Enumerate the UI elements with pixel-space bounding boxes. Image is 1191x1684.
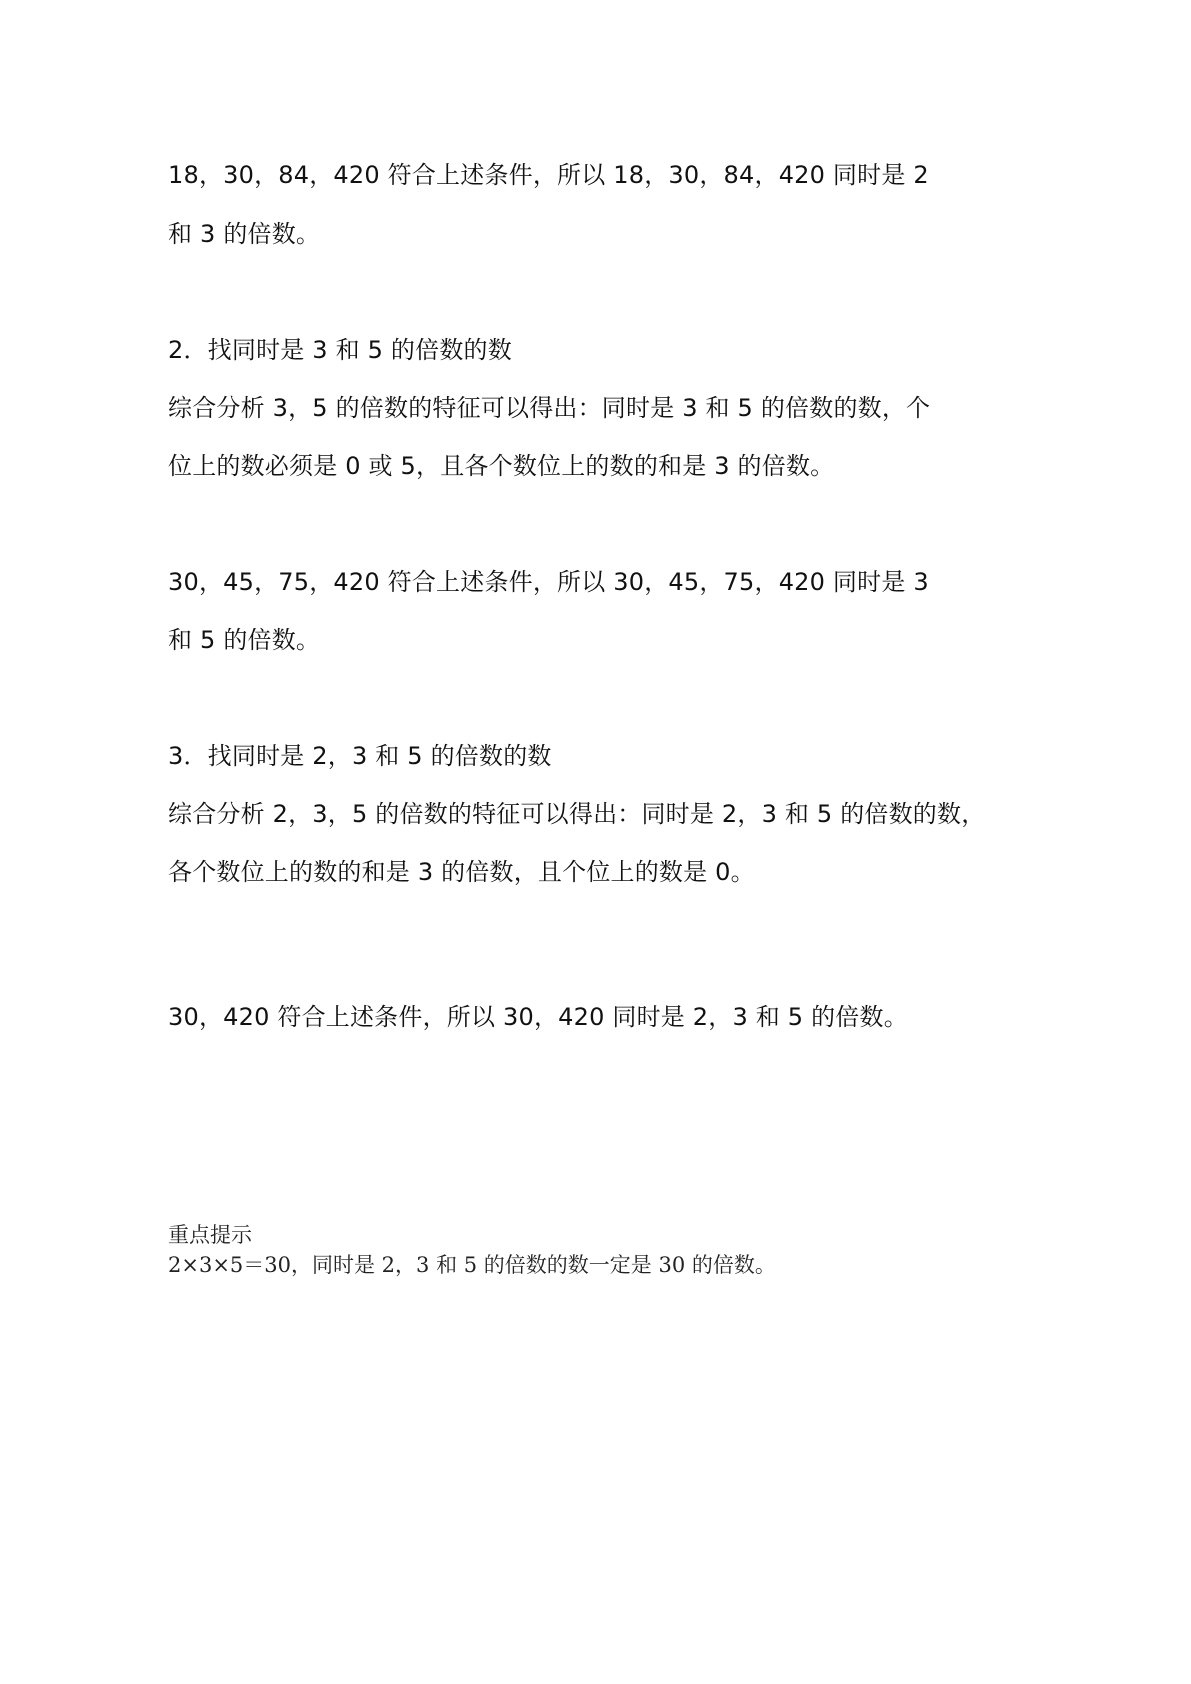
paragraph-line: 和 5 的倍数。 bbox=[168, 626, 321, 654]
section-heading: 3．找同时是 2，3 和 5 的倍数的数 bbox=[168, 742, 552, 770]
paragraph-line: 30，45，75，420 符合上述条件，所以 30，45，75，420 同时是 3 bbox=[168, 568, 929, 596]
paragraph-line: 和 3 的倍数。 bbox=[168, 220, 321, 248]
paragraph-line: 综合分析 2，3，5 的倍数的特征可以得出：同时是 2，3 和 5 的倍数的数， bbox=[168, 800, 986, 828]
paragraph-line: 30，420 符合上述条件，所以 30，420 同时是 2，3 和 5 的倍数。 bbox=[168, 1003, 908, 1031]
section-heading: 2．找同时是 3 和 5 的倍数的数 bbox=[168, 336, 512, 364]
paragraph-line: 综合分析 3，5 的倍数的特征可以得出：同时是 3 和 5 的倍数的数，个 bbox=[168, 394, 931, 422]
paragraph-line: 各个数位上的数的和是 3 的倍数，且个位上的数是 0。 bbox=[168, 858, 755, 886]
hint-body: 2×3×5＝30，同时是 2，3 和 5 的倍数的数一定是 30 的倍数。 bbox=[168, 1253, 776, 1277]
paragraph-line: 18，30，84，420 符合上述条件，所以 18，30，84，420 同时是 2 bbox=[168, 161, 929, 189]
hint-title: 重点提示 bbox=[168, 1223, 252, 1247]
paragraph-line: 位上的数必须是 0 或 5，且各个数位上的数的和是 3 的倍数。 bbox=[168, 452, 835, 480]
